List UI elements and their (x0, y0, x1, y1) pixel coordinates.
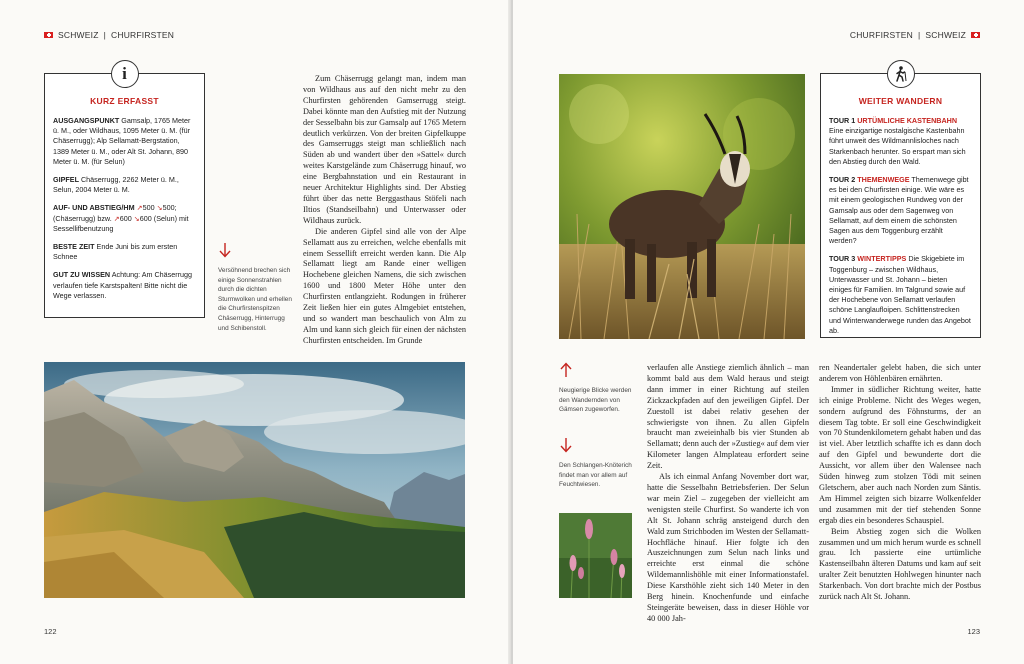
info-entry-summit (53, 175, 196, 195)
info-entry-elevation (53, 203, 196, 234)
info-icon (111, 60, 139, 88)
info-entry-label: AUF- UND ABSTIEG/HM (53, 203, 135, 213)
info-entry-start (53, 116, 196, 167)
info-entry-best-time (53, 242, 196, 262)
tour-entry (829, 254, 972, 336)
info-box-weiter-wandern (820, 73, 981, 338)
running-head-country: SCHWEIZ (58, 30, 99, 40)
body-paragraph: Zum Chäserrugg gelangt man, indem man von Wildhaus aus auf den nicht mehr zu den Churfirsten gehörenden Gamserrugg steigt. Dabei könnte man den Aufstieg mit der Nutzung der Sesselbahn bis zur Gamsalp auf 1765 Metern deutlich verkürzen. Von der breiten Gipfelkuppe des Gamserruggs steigt man schließlich nach Süden ab und wandert über den »Sattel« durch weites Karstgelände zum Chäserrugg hinauf, wo eine Bergbahnstation und ein Restaurant in neuer Architektur Highlights sind. Der Abstieg führt über das nette Berggasthaus Stöfeli nach Iltios (Standseilbahn) und Unterwasser oder Wildhaus zurück. (303, 74, 466, 225)
info-entry-text: Ende Juni bis zum ersten Schnee (53, 242, 178, 262)
flower-photo (559, 513, 632, 598)
ascent-arrow-icon: ↗ (113, 213, 120, 223)
info-entry-text: Gamsalp, 1765 Meter ü. M., oder Wildhaus, 1095 Meter ü. M. (für Chäserrugg); Alp Sellamatt-Bergstation, 1389 Meter ü. M., oder Alt St. Johann, 890 Meter ü. M. (für Selun) (53, 116, 191, 166)
body-text-right-col1 (647, 363, 809, 625)
ascent-arrow-icon: ↗ (136, 203, 143, 213)
tour-name: WINTERTIPPS (857, 254, 907, 264)
running-head-region: CHURFIRSTEN (111, 30, 175, 40)
body-text-left (303, 74, 466, 347)
swiss-flag-icon (44, 32, 53, 38)
tour-entry (829, 116, 972, 167)
info-entry-label: BESTE ZEIT (53, 242, 95, 252)
left-page (0, 0, 511, 664)
body-paragraph: Immer in südlicher Richtung weiter, hatte ich einige Probleme. Nicht des Weges wegen, sondern aufgrund des Föhnsturms, der an diesem Tag tobte. Er soll eine Geschwindigkeit von 70 Stundenkilometern gehabt haben und das ist viel. Aber letztlich schaffte ich es dann doch auf den Gipfel und bewunderte dort die Aussicht, vor allem über den Walensee nach Süden hinweg zum stolzen Tödi mit seinen Gletschern, aber auch nach Norden zum Säntis. Am Himmel zeigten sich bizarre Wolkenfelder und zusammen mit der tief stehenden Sonne ergab dies ein besonderes Schauspiel. (819, 384, 981, 525)
tour-label: TOUR 1 (829, 116, 856, 125)
running-head-right (850, 30, 980, 40)
page-number-left: 122 (44, 627, 57, 636)
tour-text: Eine einzigartige nostalgische Kastenbahn führt unweit des Wildmannlisloches nach Starkenbach herunter. So erspart man sich den Abstieg durch den Wald. (829, 126, 966, 166)
elevation-mid-text: (Chäserrugg) bzw. (53, 213, 112, 223)
arrow-up-icon (559, 362, 573, 378)
body-paragraph: verlaufen alle Anstiege ziemlich ähnlich – man kommt bald aus dem Wald heraus und steigt dann immer in einer Richtung auf steilen Zickzackpfaden auf den jeweiligen Gipfel. Der Zuestoll ist dabei relativ gesehen der schwierigste von ihnen. Zu allen Gipfeln braucht man zweieinhalb bis vier Stunden ab Sellamatt; denn auch der »Zustieg« auf dem vier Kilometer langen Almplateau erfordert seine Zeit. (647, 363, 809, 471)
mountain-landscape-image (44, 362, 465, 598)
hiker-icon-glyph (892, 65, 910, 83)
tour-label: TOUR 3 (829, 254, 856, 264)
ascent-value: 500 (142, 203, 155, 213)
running-head-left (44, 30, 174, 40)
tour-label: TOUR 2 (829, 175, 856, 185)
right-page (513, 0, 1024, 664)
running-head-country: SCHWEIZ (925, 30, 966, 40)
body-text-right-col2 (819, 363, 981, 603)
body-paragraph: Die anderen Gipfel sind alle von der Alpe Sellamatt aus zu erreichen, welche ebenfalls mit einem Sessellift erreicht werden kann. Die Alp Sellamatt liegt am Rande einer welligen Hochebene gleichen Namens, die sich zwischen 1600 und 1800 Meter Höhe unter den Churfirsten entlangzieht. Rodungen in früherer Zeit ließen hier ein gutes Almgebiet entstehen, und so wandert man beschaulich von Alm zu Alm und kann sich gleich für einen der nächsten Churfirsten entscheiden. Im Grunde (303, 226, 466, 345)
body-paragraph: Als ich einmal Anfang November dort war, hatte die Sesselbahn Betriebsferien. Der Selun war mein Ziel – zugegeben der vielleicht am wenigsten steile Churfirst. So wanderte ich von Alt St. Johann schräg ansteigend durch den Wald zum Strichboden im Westen der Sellamatt-Hochfläche hinauf. Hier folgte ich den Auszeichnungen zum Selun nach links und erreichte erst einmal die schöne Wildemannlishöhle mit einer Informationstafel. Diese Karsthöhle zieht sich 140 Meter in den Berg hinein. Knochenfunde und einfache Steingeräte beweisen, dass in dieser Höhle vor 40 000 Jah- (647, 472, 809, 623)
tour-entry (829, 175, 972, 246)
mountain-photo (44, 362, 465, 598)
info-entry-label: GUT ZU WISSEN (53, 270, 111, 280)
running-head-separator: | (917, 30, 921, 40)
photo-caption-mountains: Versöhnend brechen sich einige Sonnenstrahlen durch die dichten Sturmwolken und erhellen die Churfirstenspitzen Chäserrugg, Hinterrugg und Schibenstoll. (218, 267, 292, 332)
hiker-icon (887, 60, 915, 88)
info-entry-text: Achtung: Am Chäserrugg verlaufen tiefe Karstspalten! Bitte nicht die Wege verlassen. (53, 270, 193, 300)
info-entry-label: GIPFEL (53, 175, 79, 185)
descent-arrow-icon: ↘ (156, 203, 163, 213)
arrow-down-icon (559, 437, 573, 453)
running-head-separator: | (103, 30, 107, 40)
chamois-photo (559, 74, 805, 339)
photo-caption-chamois: Neugierige Blicke werden den Wandernden von Gämsen zugeworfen. (559, 387, 632, 414)
running-head-region: CHURFIRSTEN (849, 30, 913, 40)
info-box-title: KURZ ERFASST (90, 96, 159, 106)
descent-arrow-icon: ↘ (133, 213, 140, 223)
body-paragraph: Beim Abstieg zogen sich die Wolken zusammen und um mich herum wurde es schnell grau. Ich passierte eine urtümliche Kastenseilbahn älteren Datums und kam auf seit uralter Zeit benutzten Hohlwegen hinunter nach Starkenbach. Von dort brachte mich der Postbus zurück nach Alt St. Johann. (819, 526, 981, 602)
elevation-end-text: (Selun) mit Sessellifbenutzung (53, 213, 189, 233)
tour-name: THEMENWEGE (857, 175, 910, 185)
tour-text: Themenwege gibt es bei den Churfirsten einige. Wie wäre es mit einem geologischen Rundweg von der Gamsalp aus oder dem Sagenweg von Sellamatt, auf dem einem die schönsten Sagen aus dem Toggenburg erzählt werden? (829, 175, 969, 246)
tour-text: Die Skigebiete im Toggenburg – zwischen Wildhaus, Unterwasser und St. Johann – bieten einiges für Familien. Im Talgrund sowie auf der Hochebene von Sellamatt verlaufen schöne Langlaufloipen. Schlittenstrecken und Winterwanderwege runden das Angebot ab. (829, 254, 971, 335)
info-icon-glyph: i (122, 64, 127, 83)
ascent-value: 600 (119, 213, 132, 223)
descent-value: 600 (139, 213, 152, 223)
descent-value: 500; (162, 203, 177, 213)
photo-caption-flower: Den Schlangen-Knöterich findet man vor allem auf Feuchtwiesen. (559, 462, 632, 489)
info-box-title: WEITER WANDERN (858, 96, 943, 106)
arrow-down-icon (218, 242, 232, 258)
swiss-flag-icon (971, 32, 980, 38)
info-entry-good-to-know (53, 270, 196, 301)
info-entry-text: Chäserrugg, 2262 Meter ü. M., Selun, 2004 Meter ü. M. (53, 175, 179, 195)
page-number-right: 123 (967, 627, 980, 636)
body-paragraph: ren Neandertaler gelebt haben, die sich unter anderem von Höhlenbären ernährten. (819, 363, 981, 383)
chamois-image (559, 74, 805, 339)
bistort-flower-image (559, 513, 632, 598)
info-entry-label: AUSGANGSPUNKT (53, 116, 120, 125)
info-box-kurz-erfasst (44, 64, 205, 318)
tour-name: URTÜMLICHE KASTENBAHN (857, 116, 958, 125)
